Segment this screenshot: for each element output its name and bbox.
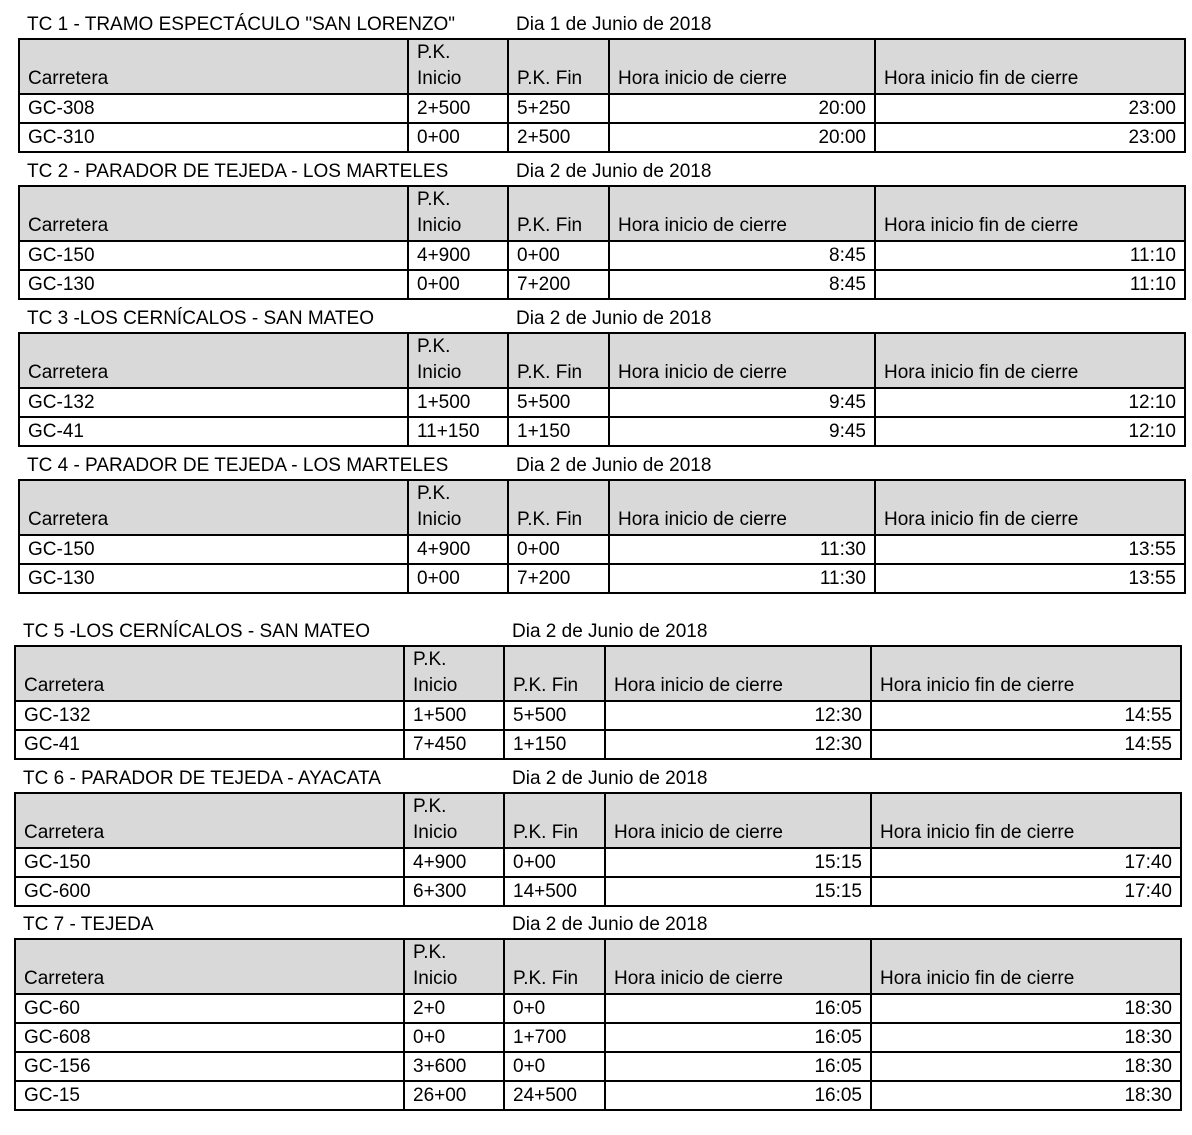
table-header-row	[19, 39, 1185, 94]
cell-hora-inicio: 20:00	[609, 123, 875, 152]
section-header	[23, 912, 1182, 938]
section-header	[27, 12, 1186, 38]
section-date: Dia 2 de Junio de 2018	[516, 308, 712, 329]
header-pk-inicio	[408, 480, 508, 535]
header-pk-fin: P.K. Fin	[508, 39, 609, 94]
closure-table	[18, 332, 1186, 447]
cell-pk-fin: 2+500	[508, 123, 609, 152]
table-header-row	[19, 333, 1185, 388]
table-row	[15, 1023, 1181, 1052]
header-carretera: Carretera	[15, 646, 404, 701]
header-hora-fin: Hora inicio fin de cierre	[875, 39, 1185, 94]
table-header-row	[19, 186, 1185, 241]
cell-hora-fin: 17:40	[871, 848, 1181, 877]
cell-carretera: GC-150	[15, 848, 404, 877]
header-hora-inicio: Hora inicio de cierre	[609, 39, 875, 94]
header-pk-inicio	[408, 333, 508, 388]
table-row	[19, 535, 1185, 564]
cell-pk-inicio: 4+900	[408, 241, 508, 270]
section-date: Dia 2 de Junio de 2018	[512, 768, 708, 789]
cell-hora-inicio: 15:15	[605, 848, 871, 877]
header-hora-inicio: Hora inicio de cierre	[605, 793, 871, 848]
cell-pk-fin: 0+0	[504, 994, 605, 1023]
cell-carretera: GC-308	[19, 94, 408, 123]
cell-carretera: GC-41	[15, 730, 404, 759]
cell-hora-fin: 18:30	[871, 994, 1181, 1023]
header-pk-inicio-line2: Inicio	[417, 68, 462, 89]
cell-pk-inicio: 1+500	[404, 701, 504, 730]
cell-pk-inicio: 0+00	[408, 270, 508, 299]
cell-carretera: GC-132	[19, 388, 408, 417]
header-hora-inicio: Hora inicio de cierre	[609, 186, 875, 241]
section-title: TC 5 -LOS CERNÍCALOS - SAN MATEO	[23, 621, 370, 642]
cell-hora-inicio: 12:30	[605, 701, 871, 730]
section-header	[23, 766, 1182, 792]
cell-hora-fin: 12:10	[875, 388, 1185, 417]
cell-hora-inicio: 9:45	[609, 417, 875, 446]
table-row	[19, 241, 1185, 270]
cell-pk-inicio: 26+00	[404, 1081, 504, 1110]
section-tc3	[27, 306, 1186, 447]
cell-carretera: GC-130	[19, 564, 408, 593]
header-pk-fin: P.K. Fin	[508, 333, 609, 388]
table-row	[15, 1081, 1181, 1110]
header-carretera: Carretera	[15, 939, 404, 994]
section-title: TC 7 - TEJEDA	[23, 914, 154, 935]
cell-hora-fin: 13:55	[875, 564, 1185, 593]
cell-pk-inicio: 0+00	[408, 564, 508, 593]
header-hora-fin: Hora inicio fin de cierre	[875, 333, 1185, 388]
section-title: TC 6 - PARADOR DE TEJEDA - AYACATA	[23, 768, 381, 789]
cell-hora-inicio: 16:05	[605, 994, 871, 1023]
header-carretera: Carretera	[19, 333, 408, 388]
cell-carretera: GC-60	[15, 994, 404, 1023]
header-pk-inicio-line1: P.K.	[417, 336, 451, 357]
section-title: TC 4 - PARADOR DE TEJEDA - LOS MARTELES	[27, 455, 449, 476]
header-pk-inicio-line2: Inicio	[417, 362, 462, 383]
cell-carretera: GC-132	[15, 701, 404, 730]
header-pk-inicio-line1: P.K.	[417, 483, 451, 504]
header-carretera: Carretera	[19, 186, 408, 241]
cell-hora-inicio: 9:45	[609, 388, 875, 417]
table-row	[15, 1052, 1181, 1081]
cell-pk-inicio: 11+150	[408, 417, 508, 446]
cell-pk-fin: 5+500	[504, 701, 605, 730]
cell-hora-inicio: 16:05	[605, 1023, 871, 1052]
section-title: TC 2 - PARADOR DE TEJEDA - LOS MARTELES	[27, 161, 449, 182]
cell-pk-inicio: 0+0	[404, 1023, 504, 1052]
cell-pk-fin: 5+250	[508, 94, 609, 123]
cell-hora-inicio: 11:30	[609, 564, 875, 593]
cell-pk-inicio: 0+00	[408, 123, 508, 152]
table-row	[19, 564, 1185, 593]
cell-pk-fin: 1+700	[504, 1023, 605, 1052]
section-tc1	[27, 12, 1186, 153]
header-hora-inicio: Hora inicio de cierre	[609, 480, 875, 535]
cell-hora-fin: 14:55	[871, 730, 1181, 759]
header-pk-inicio-line1: P.K.	[413, 649, 447, 670]
cell-carretera: GC-310	[19, 123, 408, 152]
section-tc6	[23, 766, 1182, 907]
header-pk-inicio-line1: P.K.	[413, 942, 447, 963]
closure-table	[18, 479, 1186, 594]
header-pk-fin: P.K. Fin	[504, 646, 605, 701]
header-hora-inicio: Hora inicio de cierre	[605, 646, 871, 701]
header-pk-inicio	[408, 39, 508, 94]
cell-hora-fin: 14:55	[871, 701, 1181, 730]
cell-pk-inicio: 1+500	[408, 388, 508, 417]
cell-hora-fin: 11:10	[875, 270, 1185, 299]
table-row	[19, 123, 1185, 152]
header-pk-inicio-line1: P.K.	[417, 189, 451, 210]
cell-carretera: GC-150	[19, 241, 408, 270]
header-hora-fin: Hora inicio fin de cierre	[871, 793, 1181, 848]
table-row	[19, 417, 1185, 446]
cell-hora-inicio: 15:15	[605, 877, 871, 906]
header-pk-fin: P.K. Fin	[504, 793, 605, 848]
header-pk-inicio-line2: Inicio	[413, 822, 458, 843]
cell-pk-fin: 0+0	[504, 1052, 605, 1081]
cell-hora-inicio: 8:45	[609, 241, 875, 270]
closure-table	[14, 645, 1182, 760]
table-header-row	[15, 793, 1181, 848]
cell-hora-fin: 11:10	[875, 241, 1185, 270]
table-row	[19, 388, 1185, 417]
cell-pk-fin: 7+200	[508, 270, 609, 299]
header-hora-inicio: Hora inicio de cierre	[609, 333, 875, 388]
header-pk-fin: P.K. Fin	[508, 480, 609, 535]
header-carretera: Carretera	[19, 480, 408, 535]
cell-carretera: GC-15	[15, 1081, 404, 1110]
header-pk-inicio-line1: P.K.	[417, 42, 451, 63]
cell-pk-fin: 0+00	[508, 535, 609, 564]
section-header	[27, 306, 1186, 332]
header-carretera: Carretera	[15, 793, 404, 848]
cell-pk-fin: 7+200	[508, 564, 609, 593]
section-date: Dia 2 de Junio de 2018	[516, 455, 712, 476]
section-tc7	[23, 912, 1182, 1111]
cell-hora-fin: 17:40	[871, 877, 1181, 906]
header-hora-fin: Hora inicio fin de cierre	[875, 186, 1185, 241]
section-date: Dia 2 de Junio de 2018	[516, 161, 712, 182]
section-title: TC 1 - TRAMO ESPECTÁCULO "SAN LORENZO"	[27, 14, 456, 35]
table-header-row	[15, 939, 1181, 994]
cell-pk-fin: 1+150	[504, 730, 605, 759]
header-hora-fin: Hora inicio fin de cierre	[871, 646, 1181, 701]
cell-pk-inicio: 4+900	[404, 848, 504, 877]
cell-pk-inicio: 4+900	[408, 535, 508, 564]
cell-carretera: GC-130	[19, 270, 408, 299]
header-pk-inicio	[404, 646, 504, 701]
table-row	[15, 701, 1181, 730]
cell-hora-inicio: 16:05	[605, 1081, 871, 1110]
cell-hora-fin: 18:30	[871, 1023, 1181, 1052]
cell-hora-inicio: 20:00	[609, 94, 875, 123]
table-row	[15, 730, 1181, 759]
table-row	[15, 994, 1181, 1023]
cell-pk-inicio: 3+600	[404, 1052, 504, 1081]
header-pk-inicio	[404, 793, 504, 848]
header-pk-inicio-line2: Inicio	[413, 968, 458, 989]
cell-hora-fin: 23:00	[875, 123, 1185, 152]
cell-pk-inicio: 2+500	[408, 94, 508, 123]
section-header	[23, 619, 1182, 645]
header-pk-inicio	[404, 939, 504, 994]
cell-hora-inicio: 8:45	[609, 270, 875, 299]
header-pk-inicio-line2: Inicio	[417, 215, 462, 236]
cell-hora-inicio: 16:05	[605, 1052, 871, 1081]
closure-table	[14, 792, 1182, 907]
header-hora-inicio: Hora inicio de cierre	[605, 939, 871, 994]
header-pk-fin: P.K. Fin	[504, 939, 605, 994]
header-hora-fin: Hora inicio fin de cierre	[875, 480, 1185, 535]
section-date: Dia 1 de Junio de 2018	[516, 14, 712, 35]
cell-pk-fin: 14+500	[504, 877, 605, 906]
cell-pk-fin: 5+500	[508, 388, 609, 417]
header-carretera: Carretera	[19, 39, 408, 94]
section-title: TC 3 -LOS CERNÍCALOS - SAN MATEO	[27, 308, 374, 329]
cell-hora-inicio: 12:30	[605, 730, 871, 759]
cell-pk-inicio: 2+0	[404, 994, 504, 1023]
header-pk-inicio-line2: Inicio	[413, 675, 458, 696]
table-header-row	[19, 480, 1185, 535]
section-date: Dia 2 de Junio de 2018	[512, 621, 708, 642]
section-tc4	[27, 453, 1186, 594]
table-row	[19, 94, 1185, 123]
header-pk-inicio	[408, 186, 508, 241]
cell-carretera: GC-156	[15, 1052, 404, 1081]
cell-hora-fin: 23:00	[875, 94, 1185, 123]
table-row	[15, 877, 1181, 906]
cell-hora-fin: 12:10	[875, 417, 1185, 446]
cell-hora-inicio: 11:30	[609, 535, 875, 564]
closure-table	[18, 185, 1186, 300]
cell-pk-fin: 0+00	[508, 241, 609, 270]
cell-hora-fin: 18:30	[871, 1052, 1181, 1081]
header-hora-fin: Hora inicio fin de cierre	[871, 939, 1181, 994]
cell-carretera: GC-41	[19, 417, 408, 446]
cell-pk-fin: 1+150	[508, 417, 609, 446]
cell-pk-fin: 24+500	[504, 1081, 605, 1110]
cell-carretera: GC-608	[15, 1023, 404, 1052]
table-header-row	[15, 646, 1181, 701]
cell-pk-fin: 0+00	[504, 848, 605, 877]
header-pk-inicio-line1: P.K.	[413, 796, 447, 817]
cell-hora-fin: 18:30	[871, 1081, 1181, 1110]
closure-table	[14, 938, 1182, 1111]
cell-pk-inicio: 7+450	[404, 730, 504, 759]
section-date: Dia 2 de Junio de 2018	[512, 914, 708, 935]
cell-hora-fin: 13:55	[875, 535, 1185, 564]
section-header	[27, 159, 1186, 185]
closure-table	[18, 38, 1186, 153]
cell-carretera: GC-600	[15, 877, 404, 906]
section-tc5	[23, 619, 1182, 760]
table-row	[19, 270, 1185, 299]
cell-carretera: GC-150	[19, 535, 408, 564]
table-row	[15, 848, 1181, 877]
cell-pk-inicio: 6+300	[404, 877, 504, 906]
section-header	[27, 453, 1186, 479]
header-pk-fin: P.K. Fin	[508, 186, 609, 241]
section-tc2	[27, 159, 1186, 300]
header-pk-inicio-line2: Inicio	[417, 509, 462, 530]
